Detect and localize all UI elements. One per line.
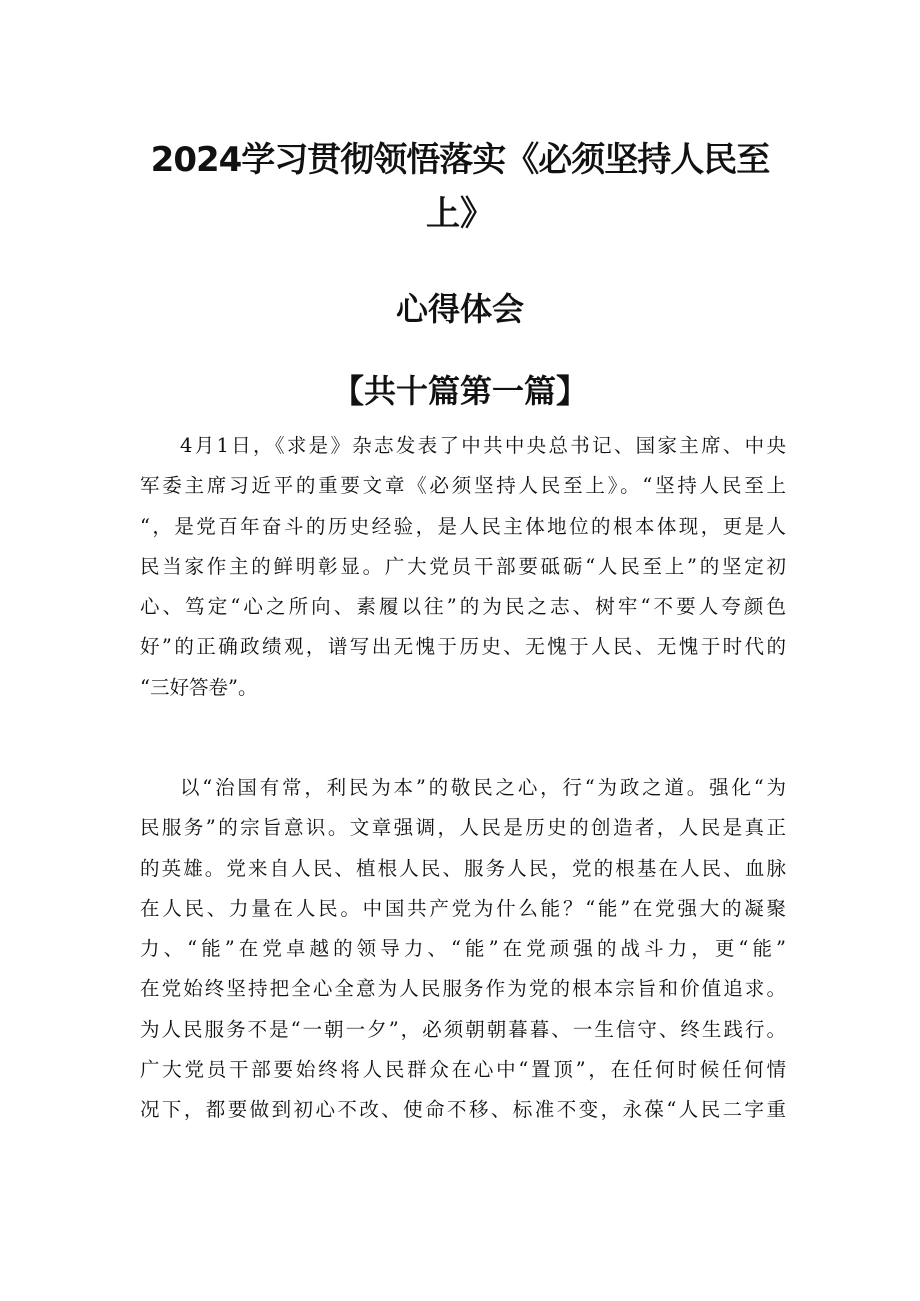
paragraph-line: 心、笃定“心之所向、素履以往”的为民之志、树牢“不要人夸颜色 [140,595,786,619]
document-title-line-2: 上》 [426,194,494,234]
paragraph-line: 军委主席习近平的重要文章《必须坚持人民至上》。“坚持人民至上 [140,474,786,498]
paragraph-line: 以“治国有常，利民为本”的敬民之心，行“为政之道。强化“为 [180,776,786,799]
paragraph-1 [140,426,786,708]
paragraph-line: 力、“能”在党卓越的领导力、“能”在党顽强的战斗力，更“能” [140,937,786,961]
document-subtitle: 心得体会 [395,290,524,328]
paragraph-line: 广大党员干部要始终将人民群众在心中“置顶”，在任何时候任何情 [140,1058,786,1082]
paragraph-line: 在人民、力量在人民。中国共产党为什么能？“能”在党强大的凝聚 [140,896,786,920]
paragraph-2 [140,768,786,1131]
paragraph-line: 民当家作主的鲜明彰显。广大党员干部要砥砺“人民至上”的坚定初 [140,554,786,578]
paragraph-line: 4月1日，《求是》杂志发表了中共中央总书记、国家主席、中央 [180,434,786,457]
paragraph-line: 为人民服务不是“一朝一夕”，必须朝朝暮暮、一生信守、终生践行。 [140,1017,786,1041]
paragraph-line: 好”的正确政绩观，谱写出无愧于历史、无愧于人民、无愧于时代的 [140,635,786,659]
document-part-heading: 【共十篇第一篇】 [331,372,588,410]
paragraph-line: 的英雄。党来自人民、植根人民、服务人民，党的根基在人民、血脉 [140,856,786,880]
paragraph-line: 况下，都要做到初心不改、使命不移、标准不变，永葆“人民二字重 [140,1098,786,1122]
paragraph-line: “，是党百年奋斗的历史经验，是人民主体地位的根本体现，更是人 [140,514,786,538]
paragraph-line: 民服务”的宗旨意识。文章强调，人民是历史的创造者，人民是真正 [140,816,786,840]
paragraph-line: 在党始终坚持把全心全意为人民服务作为党的根本宗旨和价值追求。 [140,977,786,1001]
document-title-line-1: 2024学习贯彻领悟落实《必须坚持人民至 [150,140,770,180]
paragraph-line: “三好答卷”。 [140,675,258,699]
